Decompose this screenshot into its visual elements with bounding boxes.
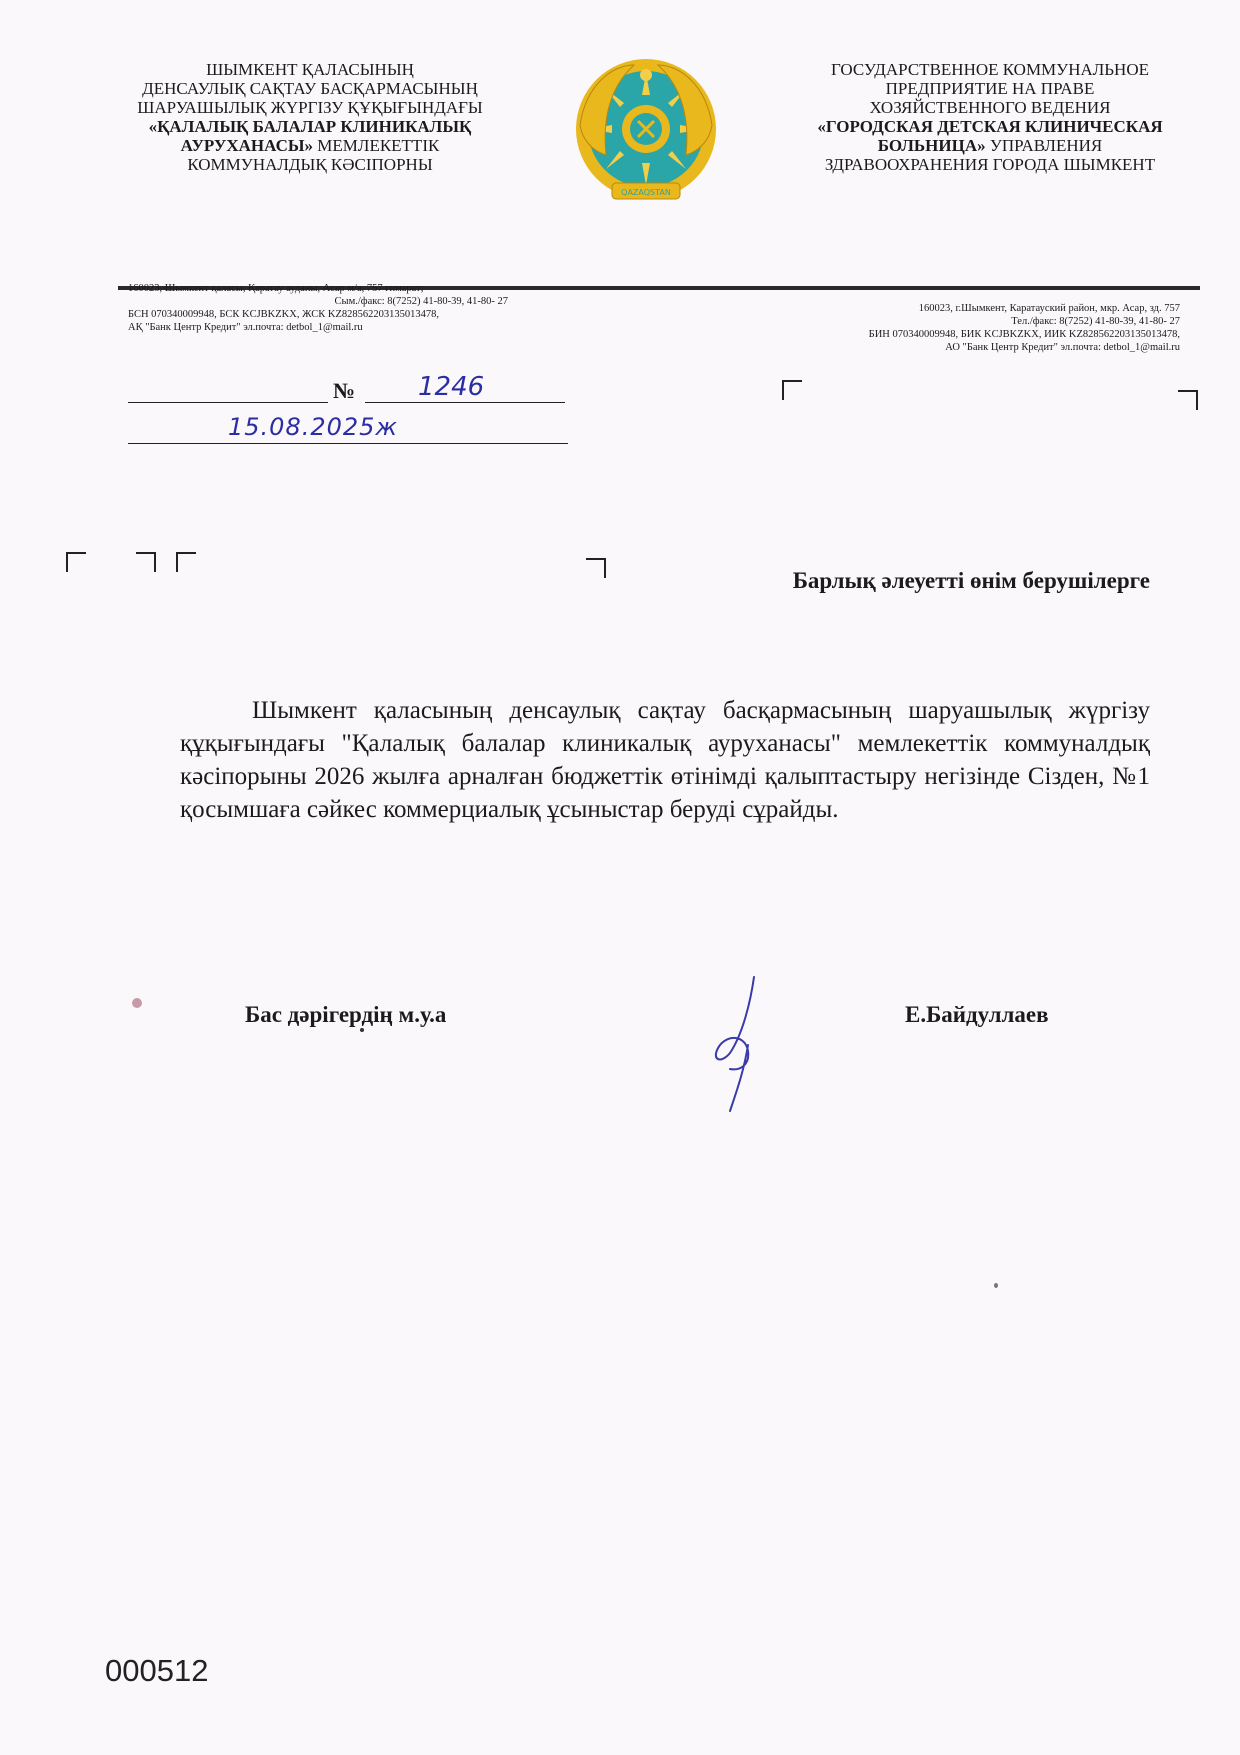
header-kz-org-name-2: АУРУХАНАСЫ» [180, 136, 314, 155]
header-ru-line: ХОЗЯЙСТВЕННОГО ВЕДЕНИЯ [869, 98, 1111, 117]
address-russian [790, 302, 1180, 354]
address-kz-line: БСН 070340009948, БСК KCJBKZKX, ЖСК KZ828562203135013478, [128, 309, 439, 320]
header-russian [780, 60, 1200, 174]
header-ru-line: ПРЕДПРИЯТИЕ НА ПРАВЕ [885, 79, 1095, 98]
header-ru-org-name-2: БОЛЬНИЦА» [877, 136, 986, 155]
handwritten-signature [700, 975, 780, 1115]
header-ru-line: УПРАВЛЕНИЯ [985, 136, 1103, 155]
letter-body: Шымкент қаласының денсаулық сақтау басқармасының шаруашылық жүргізу құқығындағы "Қалалық балалар клиникалық ауруханасы" мемлекеттік коммуналдық кәсіпорыны 2026 жылға арналған бюджеттік өтінімді қалыптастыру негізінде Сізден, №1 қосымшаға сәйкес коммерциалық ұсыныстар беруді сұрайды. [180, 697, 1150, 823]
header-kz-line: ШАРУАШЫЛЫҚ ЖҮРГІЗУ ҚҰҚЫҒЫНДАҒЫ [137, 98, 483, 117]
header-kz-line: КОММУНАЛДЫҚ КӘСІПОРНЫ [187, 155, 433, 174]
outgoing-date [128, 413, 568, 447]
address-kz-line: АҚ "Банк Центр Кредит" эл.почта: detbol_1@mail.ru [128, 322, 363, 333]
address-ru-line: БИН 070340009948, БИК KCJBKZKX, ИИК KZ828562203135013478, [868, 329, 1180, 340]
ink-speck [994, 1283, 998, 1288]
address-kz-line: Сым./факс: 8(7252) 41-80-39, 41-80- 27 [334, 296, 508, 307]
number-underline [128, 402, 328, 403]
header-ru-line: ЗДРАВООХРАНЕНИЯ ГОРОДА ШЫМКЕНТ [824, 155, 1156, 174]
ink-speck [132, 998, 142, 1008]
document-code: 000512 [105, 1653, 209, 1688]
corner-mark [136, 552, 156, 572]
corner-mark [782, 380, 802, 400]
header-kazakh [110, 60, 510, 174]
address-ru-line: АО "Банк Центр Кредит" эл.почта: detbol_1@mail.ru [945, 342, 1180, 353]
outgoing-number [128, 372, 568, 408]
address-kz-line: 160023, Шымкент қаласы, Қаратау ауданы, Асар м/а, 757 ғимарат; [128, 283, 424, 294]
signatory-name: Е.Байдуллаев [905, 1002, 1049, 1027]
corner-mark [66, 552, 86, 572]
header-kz-line: ДЕНСАУЛЫҚ САҚТАУ БАСҚАРМАСЫНЫҢ [142, 79, 478, 98]
header-ru-org-name: «ГОРОДСКАЯ ДЕТСКАЯ КЛИНИЧЕСКАЯ [817, 117, 1163, 136]
address-ru-line: Тел./факс: 8(7252) 41-80-39, 41-80- 27 [1011, 316, 1180, 327]
recipient-line: Барлық әлеуетті өнім берушілерге [792, 568, 1150, 593]
number-underline [365, 402, 565, 403]
number-value-handwritten: 1246 [418, 372, 485, 402]
ink-speck [360, 1028, 364, 1032]
header-ru-line: ГОСУДАРСТВЕННОЕ КОММУНАЛЬНОЕ [830, 60, 1149, 79]
address-ru-line: 160023, г.Шымкент, Каратауский район, мкр. Асар, зд. 757 [918, 303, 1180, 314]
state-emblem-icon [572, 55, 720, 210]
emblem-label: QAZAQSTAN [621, 188, 671, 197]
header-kz-line: ШЫМКЕНТ ҚАЛАСЫНЫҢ [206, 60, 414, 79]
header-kz-org-name: «ҚАЛАЛЫҚ БАЛАЛАР КЛИНИКАЛЫҚ [148, 117, 472, 136]
corner-mark [1178, 390, 1198, 410]
date-value-handwritten: 15.08.2025ж [228, 413, 399, 441]
address-kazakh [128, 282, 508, 334]
corner-mark [586, 558, 606, 578]
corner-mark [176, 552, 196, 572]
number-sign: № [333, 378, 356, 403]
header-kz-line: МЕМЛЕКЕТТІК [313, 136, 440, 155]
date-underline [128, 443, 568, 444]
signatory-title: Бас дәрігердің м.у.а [245, 1002, 447, 1027]
